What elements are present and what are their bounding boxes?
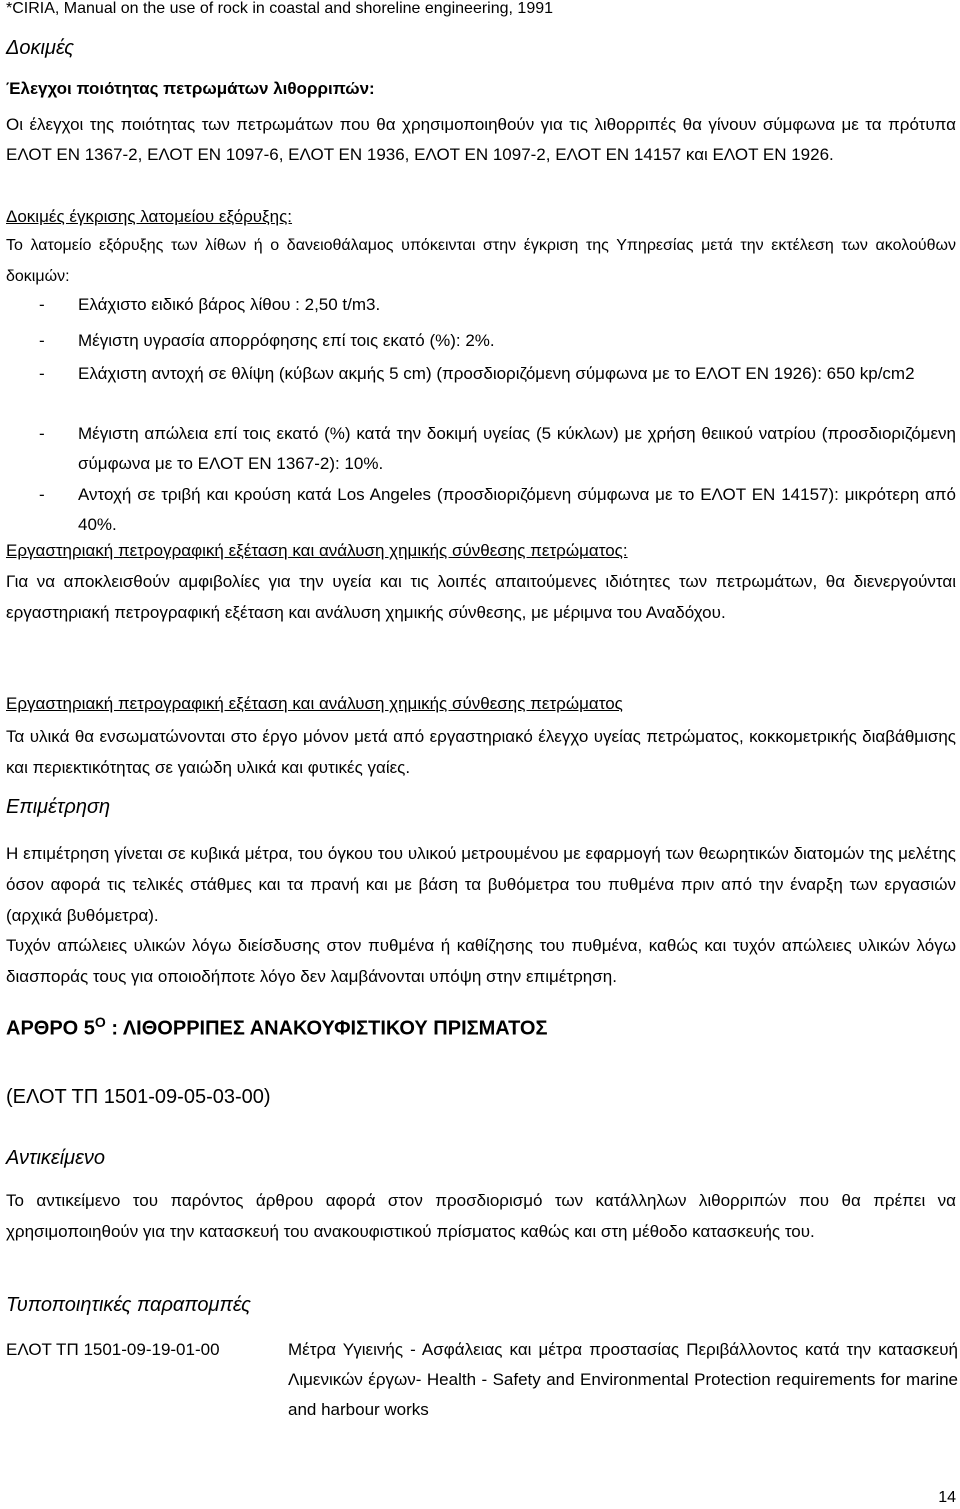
- bullet-dash: -: [39, 364, 45, 383]
- section-heading-subject: Αντικείμενο: [6, 1147, 106, 1169]
- quarry-approval-heading: Δοκιμές έγκρισης λατομείου εξόρυξης:: [6, 207, 293, 226]
- section-heading-tests: Δοκιμές: [6, 37, 74, 59]
- stone-quality-paragraph: Οι έλεγχοι της ποιότητας των πετρωμάτων που θα χρησιμοποιηθούν για τις λιθορριπές θα γίνουν σύμφωνα με τα πρότυπα ΕΛΟΤ ΕΝ 1367-2, ΕΛΟΤ ΕΝ 1097-6, ΕΛΟΤ ΕΝ 1936, ΕΛΟΤ ΕΝ 1097-2, ΕΛΟΤ ΕΝ 14157 και ΕΛΟΤ ΕΝ 1926.: [6, 115, 956, 164]
- bullet-dash: -: [39, 295, 45, 314]
- test-bullet-item: [6, 480, 956, 539]
- test-bullet-item: [6, 326, 956, 356]
- bullet-dash: -: [39, 485, 45, 504]
- quarry-approval-paragraph: Το λατομείο εξόρυξης των λίθων ή ο δανειοθάλαμος υπόκεινται στην έγκριση της Υπηρεσίας μετά την εκτέλεση των ακολούθων δοκιμών:: [6, 237, 956, 285]
- section-heading-measurement: Επιμέτρηση: [6, 796, 111, 818]
- bullet-text: Μέγιστη απώλεια επί τοις εκατό (%) κατά την δοκιμή υγείας (5 κύκλων) με χρήση θειικού νατρίου (προσδιοριζόμενη σύμφωνα με το ΕΛΟΤ ΕΝ 1367-2): 10%.: [78, 424, 956, 473]
- measurement-paragraph-1: Η επιμέτρηση γίνεται σε κυβικά μέτρα, του όγκου του υλικού μετρουμένου με εφαρμογή των θεωρητικών διατομών της μελέτης όσον αφορά τις τελικές στάθμες και τα πρανή και με βάση τα βυθόμετρα του πυθμένα πριν από την έναρξη των εργασιών (αρχικά βυθόμετρα).: [6, 844, 956, 925]
- citation-note: *CIRIA, Manual on the use of rock in coastal and shoreline engineering, 1991: [6, 0, 554, 17]
- subject-paragraph: Το αντικείμενο του παρόντος άρθρου αφορά στον προσδιορισμό των κατάλληλων λιθορριπών που θα πρέπει να χρησιμοποιηθούν για την κατασκευή του ανακουφιστικού πρίσματος καθώς και στη μέθοδο κατασκευής του.: [6, 1191, 956, 1241]
- lab-analysis-heading: Εργαστηριακή πετρογραφική εξέταση και ανάλυση χημικής σύνθεσης πετρώματος:: [6, 541, 628, 560]
- bullet-dash: -: [39, 331, 45, 350]
- test-bullet-item: [6, 419, 956, 478]
- reference-code: ΕΛΟΤ ΤΠ 1501-09-19-01-00: [6, 1340, 220, 1359]
- measurement-paragraph-2: Τυχόν απώλειες υλικών λόγω διείσδυσης στον πυθμένα ή καθίζησης του πυθμένα, καθώς και τυχόν απώλειες υλικών λόγω διασποράς τους για οποιοδήποτε λόγο δεν λαμβάνονται υπόψη στην επιμέτρηση.: [6, 936, 956, 986]
- article-title: [6, 1014, 956, 1041]
- bullet-text: Ελάχιστο ειδικό βάρος λίθου : 2,50 t/m3.: [78, 295, 381, 314]
- test-bullet-item: [6, 290, 956, 320]
- reference-description: Μέτρα Υγιεινής - Ασφάλειας και μέτρα προστασίας Περιβάλλοντος κατά την κατασκευή Λιμενικών έργων- Health - Safety and Environmental Protection requirements for marine and harbour works: [288, 1340, 958, 1419]
- bullet-text: Μέγιστη υγρασία απορρόφησης επί τοις εκατό (%): 2%.: [78, 331, 495, 350]
- article-title-prefix: ΑΡΘΡΟ 5: [6, 1017, 95, 1040]
- page-number: 14: [938, 1489, 956, 1506]
- sand-quality-paragraph: Τα υλικά θα ενσωματώνονται στο έργο μόνον μετά από εργαστηριακό έλεγχο υγείας πετρώματος, κοκκομετρικής διαβάθμισης και περιεκτικότητας σε γαιώδη υλικά και φυτικές γαίες.: [6, 727, 956, 777]
- article-title-superscript: Ο: [94, 1014, 106, 1030]
- sand-lab-heading: Εργαστηριακή πετρογραφική εξέταση και ανάλυση χημικής σύνθεσης πετρώματος: [6, 694, 623, 713]
- bullet-dash: -: [39, 424, 45, 443]
- lab-analysis-paragraph: Για να αποκλεισθούν αμφιβολίες για την υγεία και τις λοιπές απαιτούμενες ιδιότητες των πετρωμάτων, θα διενεργούνται εργαστηριακή πετρογραφική εξέταση και ανάλυση χημικής σύνθεσης, με μέριμνα του Αναδόχου.: [6, 572, 956, 622]
- bullet-text: Αντοχή σε τριβή και κρούση κατά Los Angeles (προσδιοριζόμενη σύμφωνα με το ΕΛΟΤ ΕΝ 14157): μικρότερη από 40%.: [78, 485, 956, 534]
- article-title-suffix: : ΛΙΘΟΡΡΙΠΕΣ ΑΝΑΚΟΥΦΙΣΤΙΚΟΥ ΠΡΙΣΜΑΤΟΣ: [105, 1017, 548, 1040]
- bullet-text: Ελάχιστη αντοχή σε θλίψη (κύβων ακμής 5 cm) (προσδιοριζόμενη σύμφωνα με το ΕΛΟΤ ΕΝ 1926): 650 kp/cm2: [78, 364, 915, 383]
- article-standard-code: (ΕΛΟΤ ΤΠ 1501-09-05-03-00): [6, 1086, 271, 1108]
- stone-quality-heading: Έλεγχοι ποιότητας πετρωμάτων λιθορριπών:: [6, 79, 375, 98]
- test-bullet-item: [6, 359, 956, 389]
- section-heading-normative-references: Τυποποιητικές παραπομπές: [6, 1294, 251, 1316]
